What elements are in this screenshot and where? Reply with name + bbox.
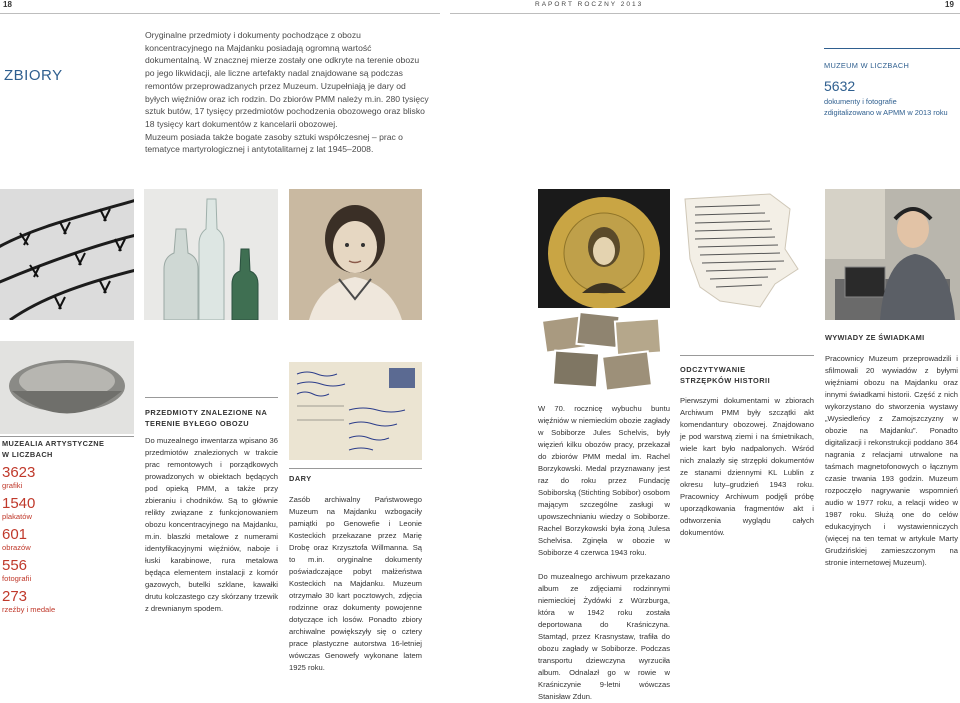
fragments-title-1: ODCZYTYWANIE [680, 365, 746, 374]
objects-text: Do muzealnego inwentarza wpisano 36 przedmiotów znalezionych w trakcie prac remontowych i porządkowych prowadzonych w obiektach będących pod opieką PMM, a także przy zbieraniu i chodników. Są to głównie relikty związane z funkcjonowaniem obozu koncentracyjnego na Majdanku, m.in. blaszki metalowe z numerami identyfikacyjnymi więźniów, naboje i łuski karabinowe, rura metalowa będąca elementem instalacji z komór gazowych, butelki szklane, kawałki drutu kolczastego czy skórzany trzewik z drewnianym spodem. [145, 436, 278, 613]
intro-paragraph-2: Muzeum posiada także bogate zasoby sztuki współczesnej – prac o tematyce martyrologicznej i antytotalitarnej z lat 1945–2008. [145, 131, 403, 155]
figures-title: MUZEUM W LICZBACH [824, 61, 910, 70]
fragments-rule [680, 355, 814, 356]
medal-photo [538, 189, 670, 320]
sobibor-paragraph-1: W 70. rocznicę wybuchu buntu więźniów w niemieckim obozie zagłady w Sobiborze Jules Schelvis, były więzień kilku obozów pracy, przekazał do zbiorów PMM medal im. Rachel Borzykowski. Medal przyznawany jest raz do roku przez Fundację Sobiborską (Stichting Sobibor) osobom mającym szczególne zasługi w upowszechnianiu wiedzy o Sobiborze. Rachel Borzykowski była żoną Julesa Schelvisa. Zginęła w obozie w Sobiborze 4 czerwca 1943 roku. [538, 404, 670, 557]
stat-number-paintings: 601 [2, 526, 28, 543]
stat-label-posters: plakatów [2, 512, 32, 521]
stat-number-sculptures: 273 [2, 588, 28, 605]
stat-number-posters: 1540 [2, 495, 36, 512]
figures-number: 5632 [824, 78, 856, 94]
stat-number-photos: 556 [2, 557, 28, 574]
sobibor-block [538, 403, 670, 703]
stat-label-graphics: grafiki [2, 481, 23, 490]
metal-bowl-photo [0, 341, 134, 434]
objects-title-2: TERENIE BYŁEGO OBOZU [145, 419, 250, 428]
art-stats-title-2: W LICZBACH [2, 450, 53, 459]
glass-bottles-photo [144, 189, 278, 320]
interview-photo [825, 189, 960, 320]
photo-album-photo [538, 308, 670, 394]
fragments-title-2: STRZĘPKÓW HISTORII [680, 376, 771, 385]
stat-number-graphics: 3623 [2, 464, 36, 481]
gifts-block [289, 473, 422, 674]
witnesses-block [825, 353, 958, 569]
portrait-photo [289, 189, 422, 320]
gifts-text: Zasób archiwalny Państwowego Muzeum na Majdanku wzbogaciły pamiątki po Genowefie i Leonie Kosteckich przekazane przez Marię Drobę oraz Krzysztofa Willmanna. Są to m.in. oryginalne dokumenty poświadczające pobyt małżeństwa Kosteckich na Majdanku. Muzeum otrzymało 30 kart pocztowych, zdjęcia rodzinne oraz dokumenty powojenne dotyczące ich losów. Ponadto zbiory archiwalne powiększyły się o cztery prace plastyczne autorstwa 16-letniej wówczas Genowefy wykonane latem 1925 roku. [289, 495, 422, 672]
witnesses-text: Pracownicy Muzeum przeprowadzili i sfilmowali 20 wywiadów z byłymi więźniami obozu na Majdanku oraz innymi świadkami historii. Część z nich wykorzystano do stworzenia wystawy „Wysiedleńcy z Zamojszczyzny w obozie na Majdanku”. Ponadto digitalizacji i rekonstrukcji poddano 364 nagrania z relacjami utrwalone na taśmach magnetofonowych o łącznym czasie trwania 193 godzin. Muzeum rozpoczęło nagrywanie wspomnień audio w 1977 roku, a relacji wideo w 1987 roku. Służą one do celów edukacyjnych i wystawienniczych (więcej na ten temat w artykule Marty Grudzińskiej zamieszczonym na stronie internetowej Muzeum). [825, 354, 958, 567]
gifts-title: DARY [289, 474, 312, 483]
stats-rule [0, 436, 134, 437]
objects-title-1: PRZEDMIOTY ZNALEZIONE NA [145, 408, 268, 417]
barbed-wire-photo [0, 189, 134, 320]
gifts-rule [289, 468, 422, 469]
stat-label-photos: fotografii [2, 574, 32, 583]
objects-rule [145, 397, 278, 398]
figures-rule [824, 48, 960, 49]
art-stats-block [2, 438, 134, 619]
header-rule-right [450, 13, 960, 14]
sobibor-paragraph-2: Do muzealnego archiwum przekazano album ze zdjęciami rodzinnymi niemieckiej Żydówki z Würzburga, która w 1942 roku została deportowana do Kraśniczyna. Stamtąd, przez Krasnystaw, trafiła do obozu zagłady w Sobiborze. Podczas transportu dziewczyna wyrzuciła album. Odnalazł go w rowie w Kraśniczynie 9-letni wówczas Stanisław Zdun. [538, 572, 670, 701]
figures-line-2: zdigitalizowano w APMM w 2013 roku [824, 108, 948, 117]
page-number-left: 18 [3, 0, 12, 9]
document-fragments-photo [680, 189, 814, 320]
stat-label-paintings: obrazów [2, 543, 31, 552]
interviews-caption: WYWIADY ZE ŚWIADKAMI [825, 333, 925, 342]
running-header-title: RAPORT ROCZNY 2013 [535, 1, 644, 8]
header-rule-left [0, 13, 440, 14]
fragments-text: Pierwszymi dokumentami w zbiorach Archiwum PMM były szczątki akt komendantury obozowej. Znajdowano je pod warstwą ziemi i na śmietnikach, wiele kart było nadpalonych. Wśród nich znalazły się strzępki dokumentów ze stanami dziennymi KL Lublin z okresu luty–grudzień 1943 roku. Pracownicy Archiwum podjęli próbę uporządkowania fragmentów akt i odtworzenia wyglądu całych dokumentów. [680, 396, 814, 537]
intro-paragraph-1: Oryginalne przedmioty i dokumenty pochodzące z obozu koncentracyjnego na Majdanku posiadają ogromną wartość dokumentalną. W znacznej mierze zostały one odkryte na terenie obozu po jego likwidacji, ale liczne artefakty nadal znajdowane są podczas remontów przeprowadzanych przez Muzeum. Uzupełniają je dary od byłych więźniów oraz ich rodzin. Do zbiorów PMM należy m.in. 280 tysięcy sztuk butów, 17 tysięcy przedmiotów pochodzenia obozowego oraz blisko 18 tysięcy kart dokumentów z kancelarii obozowej. [145, 30, 429, 129]
art-stats-title-1: MUZEALIA ARTYSTYCZNE [2, 439, 105, 448]
fragments-block [680, 364, 814, 539]
intro-text [145, 29, 430, 156]
postcard-photo [289, 362, 422, 460]
figures-line-1: dokumenty i fotografie [824, 97, 897, 106]
page-number-right: 19 [945, 0, 954, 9]
objects-block [145, 407, 278, 615]
stat-label-sculptures: rzeźby i medale [2, 605, 56, 614]
section-title: ZBIORY [4, 67, 63, 84]
